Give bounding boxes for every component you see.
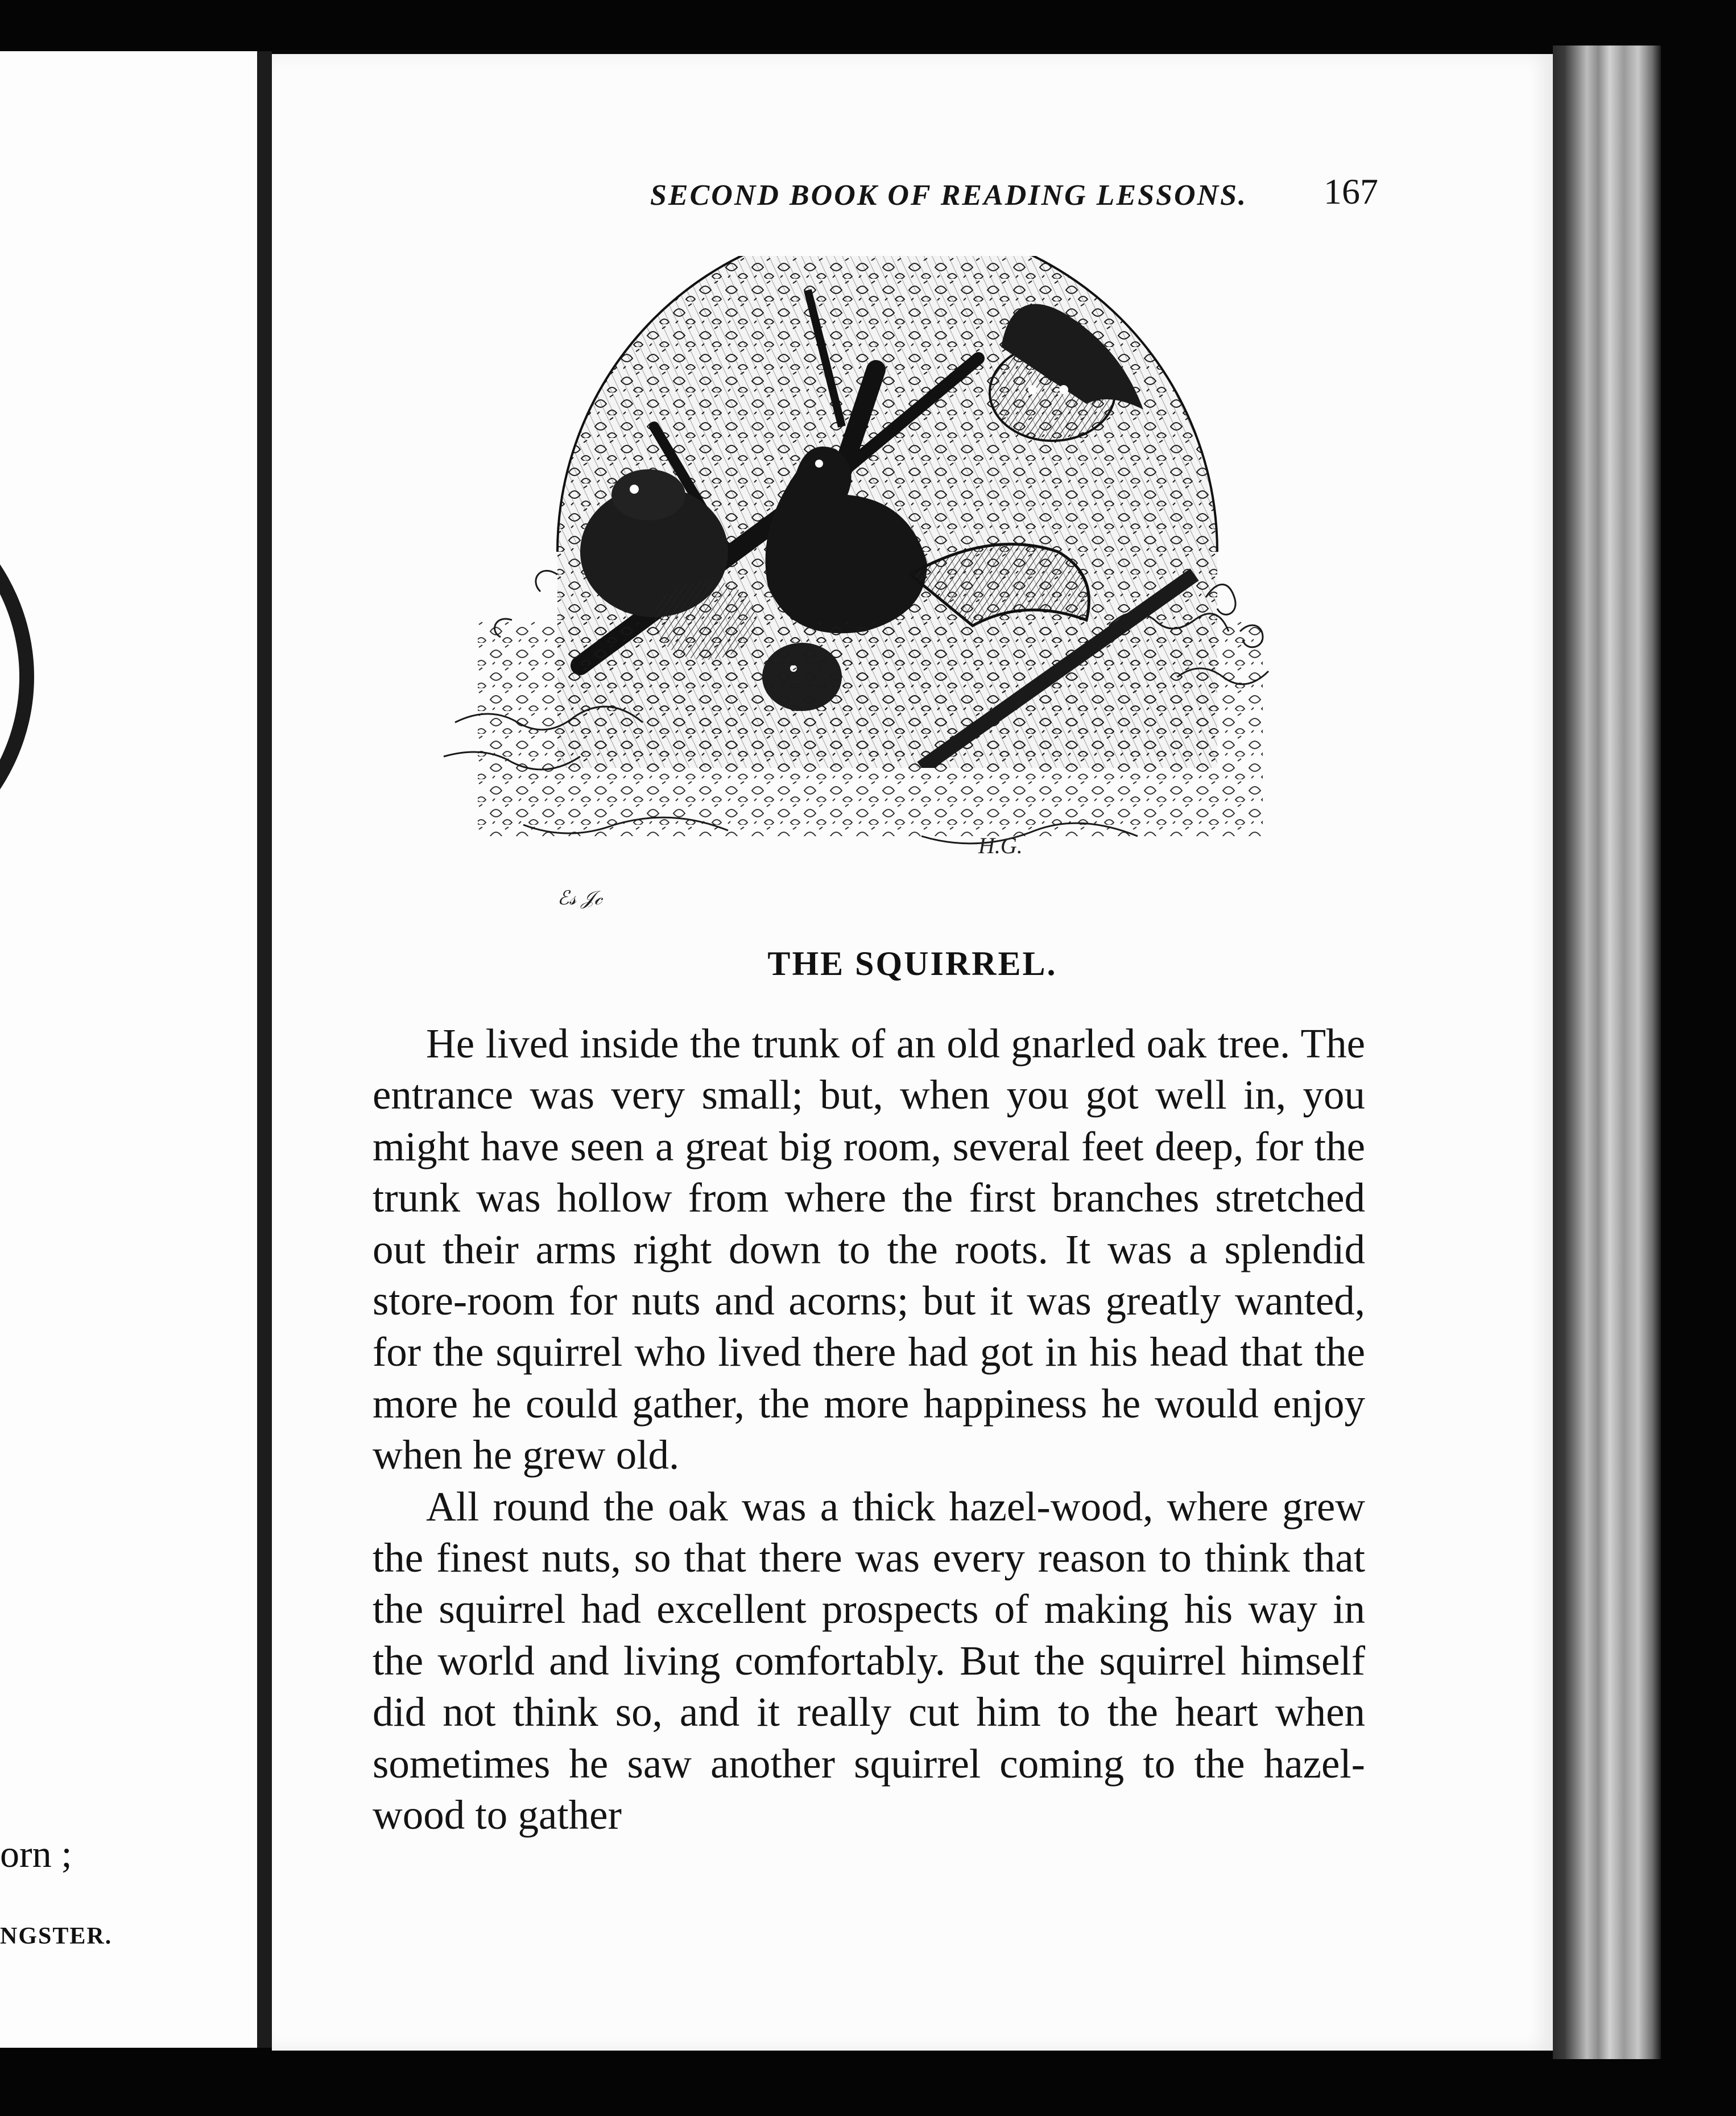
- running-head: SECOND BOOK OF READING LESSONS.: [650, 179, 1247, 212]
- engraver-signature: H.G.: [978, 833, 1023, 858]
- page-number: 167: [1324, 171, 1378, 212]
- paragraph: He lived inside the trunk of an old gnarled oak tree. The entrance was very small; but, when you got well in, you might have seen a great big room, several feet deep, for the trunk was hollow from where the first branches stretched out their arms right down to the roots. It was a splendid store-room for nuts and acorns; but it was greatly wanted, for the squirrel who lived there had got in his head that the more he could gather, the more happiness he would enjoy when he grew old.: [373, 1020, 1365, 1478]
- left-facing-page: [0, 51, 265, 2048]
- book-page-edges: [1553, 46, 1661, 2059]
- squirrel-engraving: [410, 256, 1331, 910]
- page-header: [272, 171, 1378, 222]
- svg-text:ℰ𝓈 𝒥𝒸: ℰ𝓈 𝒥𝒸: [557, 888, 602, 909]
- article-title: THE SQUIRREL.: [767, 945, 1057, 982]
- article-body: [373, 1018, 1365, 1841]
- left-page-text-fragment: orn ;: [0, 1832, 72, 1875]
- left-page-author-fragment: NGSTER.: [0, 1923, 113, 1949]
- book-gutter: [257, 51, 272, 2048]
- engraving-graphic: [410, 256, 1331, 910]
- left-page-illustration-edge: [0, 461, 34, 893]
- paragraph: All round the oak was a thick hazel-wood, where grew the finest nuts, so that there was every reason to think that the squirrel had excellent prospects of making his way in the world and living comfortably. But the squirrel himself did not think so, and it really cut him to the heart when sometimes he saw another squirrel coming to the hazel-wood to gather: [373, 1483, 1365, 1838]
